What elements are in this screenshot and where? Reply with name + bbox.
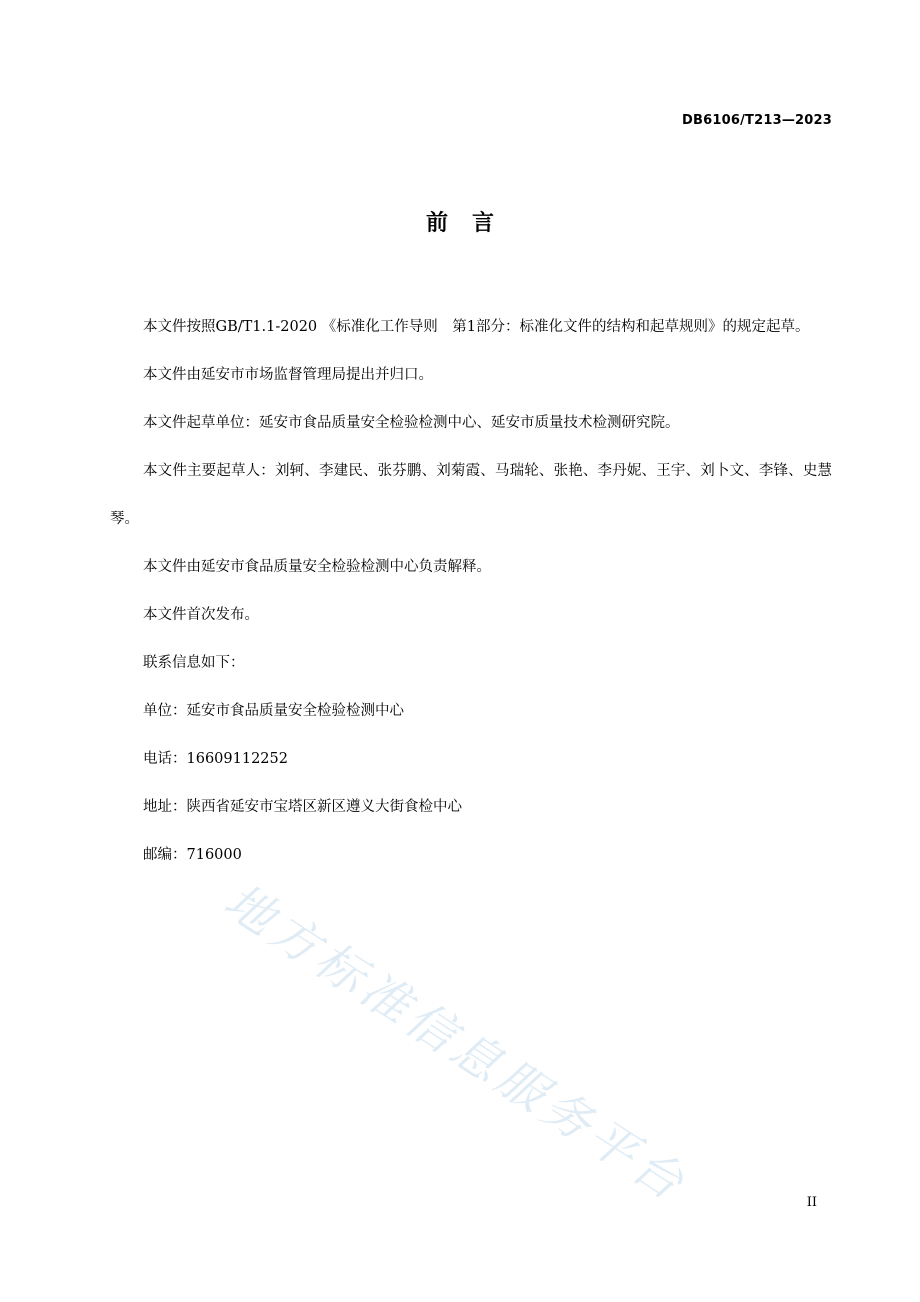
paragraph-interpretation: 本文件由延安市食品质量安全检验检测中心负责解释。 [143,559,491,575]
paragraph-proposer: 本文件由延安市市场监督管理局提出并归口。 [143,367,433,383]
paragraph-contact-phone: 电话：16609112252 [143,751,288,767]
document-code: DB6106/T213—2023 [681,113,832,128]
watermark: 地方标准信息服务平台 [214,872,698,1214]
paragraph-contact-heading: 联系信息如下： [143,655,245,671]
paragraph-contact-unit: 单位：延安市食品质量安全检验检测中心 [143,703,404,719]
paragraph-contact-address: 地址：陕西省延安市宝塔区新区遵义大街食检中心 [143,799,462,815]
paragraph-drafting-units: 本文件起草单位：延安市食品质量安全检验检测中心、延安市质量技术检测研究院。 [143,415,680,431]
paragraph-drafters: 本文件主要起草人：刘轲、李建民、张芬鹏、刘菊霞、马瑞轮、张艳、李丹妮、王宇、刘卜文、李锋、史慧琴。 [110,463,832,527]
paragraph-drafting-basis: 本文件按照GB/T1.1-2020 《标准化工作导则 第1部分：标准化文件的结构和起草规则》的规定起草。 [143,319,810,335]
paragraph-contact-postcode: 邮编：716000 [143,847,242,863]
foreword-body [110,303,832,879]
page-number: II [806,1195,817,1210]
page-title: 前言 [425,211,518,236]
paragraph-first-release: 本文件首次发布。 [143,607,259,623]
